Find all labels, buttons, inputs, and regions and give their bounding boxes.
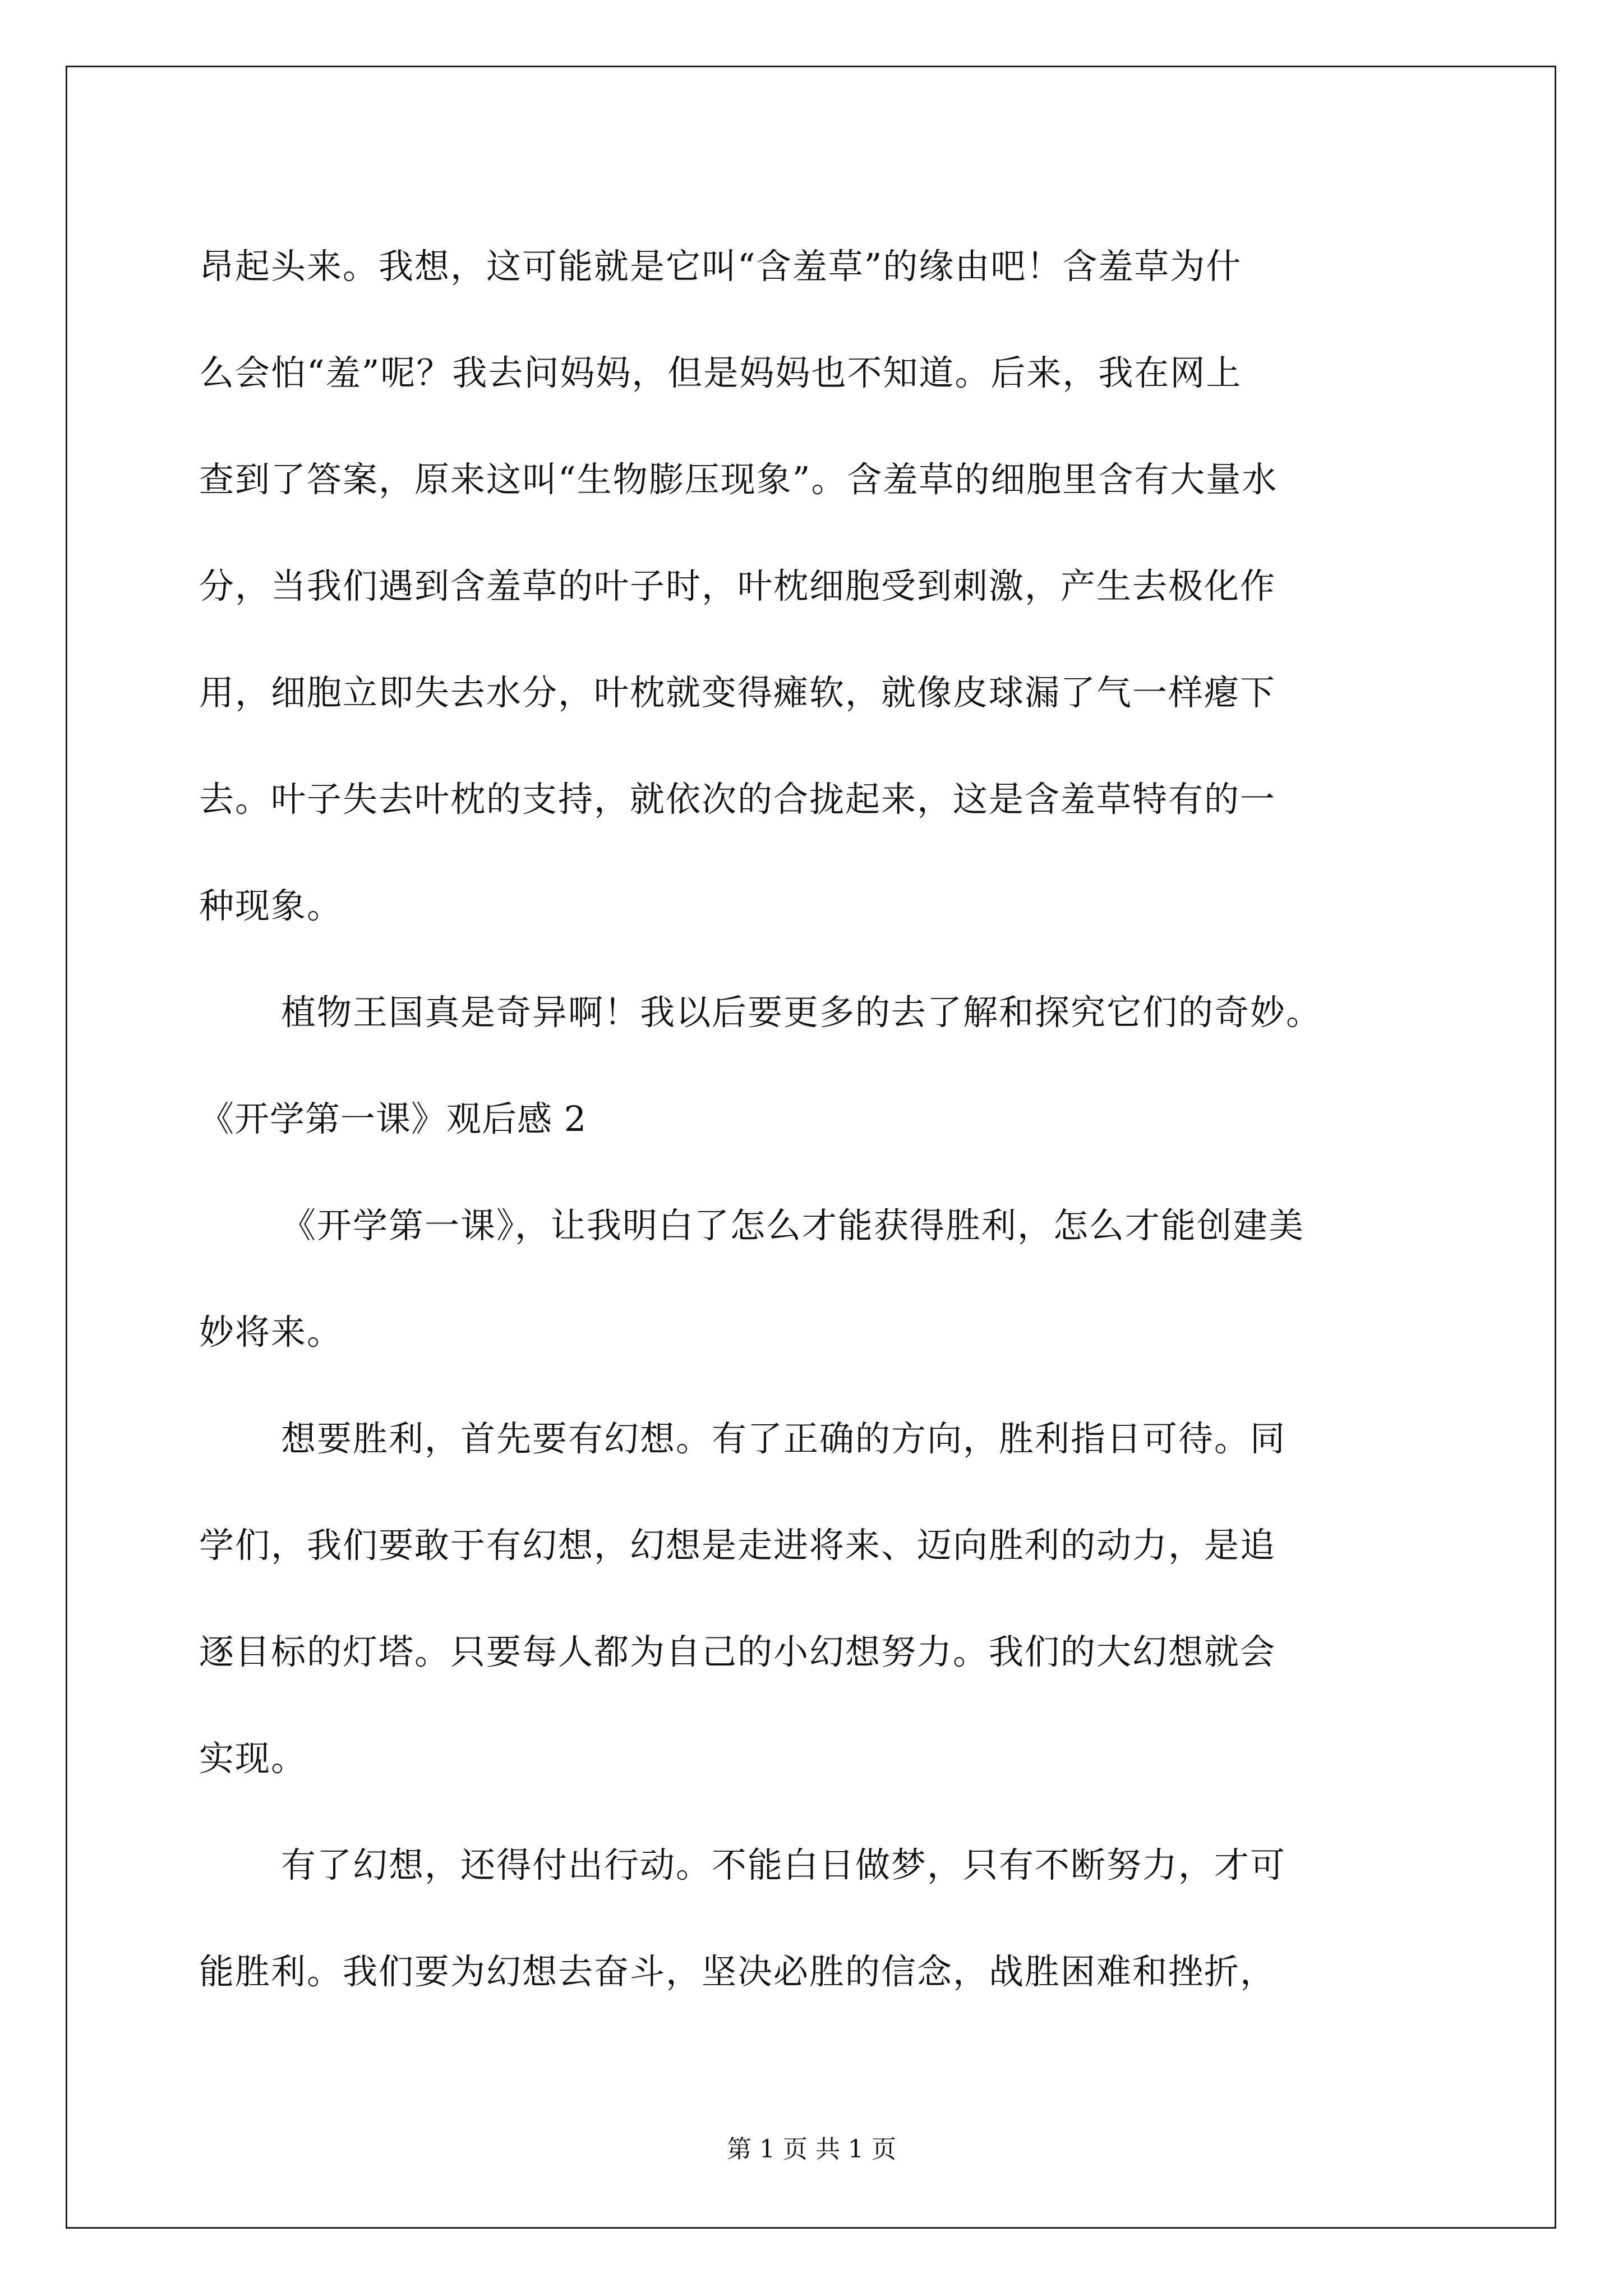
- text-line: 种现象。: [199, 885, 343, 926]
- text-line: 逐目标的灯塔。只要每人都为自己的小幻想努力。我们的大幻想就会: [199, 1631, 1276, 1672]
- paragraph-first-line: 《开学第一课》，让我明白了怎么才能获得胜利，怎么才能创建美: [281, 1205, 1305, 1246]
- text-line: 能胜利。我们要为幻想去奋斗，坚决必胜的信念，战胜困难和挫折，: [199, 1951, 1276, 1992]
- paragraph-first-line: 想要胜利，首先要有幻想。有了正确的方向，胜利指日可待。同: [281, 1418, 1287, 1459]
- text-line: 去。叶子失去叶枕的支持，就依次的合拢起来，这是含羞草特有的一: [199, 779, 1276, 820]
- paragraph-first-line: 有了幻想，还得付出行动。不能白日做梦，只有不断努力，才可: [281, 1844, 1287, 1885]
- section-heading: 《开学第一课》观后感 2: [199, 1098, 587, 1139]
- text-line: 昂起头来。我想，这可能就是它叫“含羞草”的缘由吧！含羞草为什: [199, 246, 1242, 287]
- text-line: 么会怕“羞”呢？我去问妈妈，但是妈妈也不知道。后来，我在网上: [199, 352, 1242, 393]
- page-footer: 第 1 页 共 1 页: [727, 2135, 896, 2164]
- text-line: 查到了答案，原来这叫“生物膨压现象”。含羞草的细胞里含有大量水: [199, 459, 1278, 500]
- text-line: 用，细胞立即失去水分，叶枕就变得瘫软，就像皮球漏了气一样瘪下: [199, 672, 1276, 713]
- text-line: 实现。: [199, 1738, 307, 1779]
- text-line: 妙将来。: [199, 1312, 343, 1352]
- paragraph-first-line: 植物王国真是奇异啊！我以后要更多的去了解和探究它们的奇妙。: [281, 992, 1322, 1033]
- document-body: [199, 213, 1433, 2025]
- text-line: 分，当我们遇到含羞草的叶子时，叶枕细胞受到刺激，产生去极化作: [199, 565, 1276, 606]
- text-line: 学们，我们要敢于有幻想，幻想是走进将来、迈向胜利的动力，是追: [199, 1525, 1276, 1566]
